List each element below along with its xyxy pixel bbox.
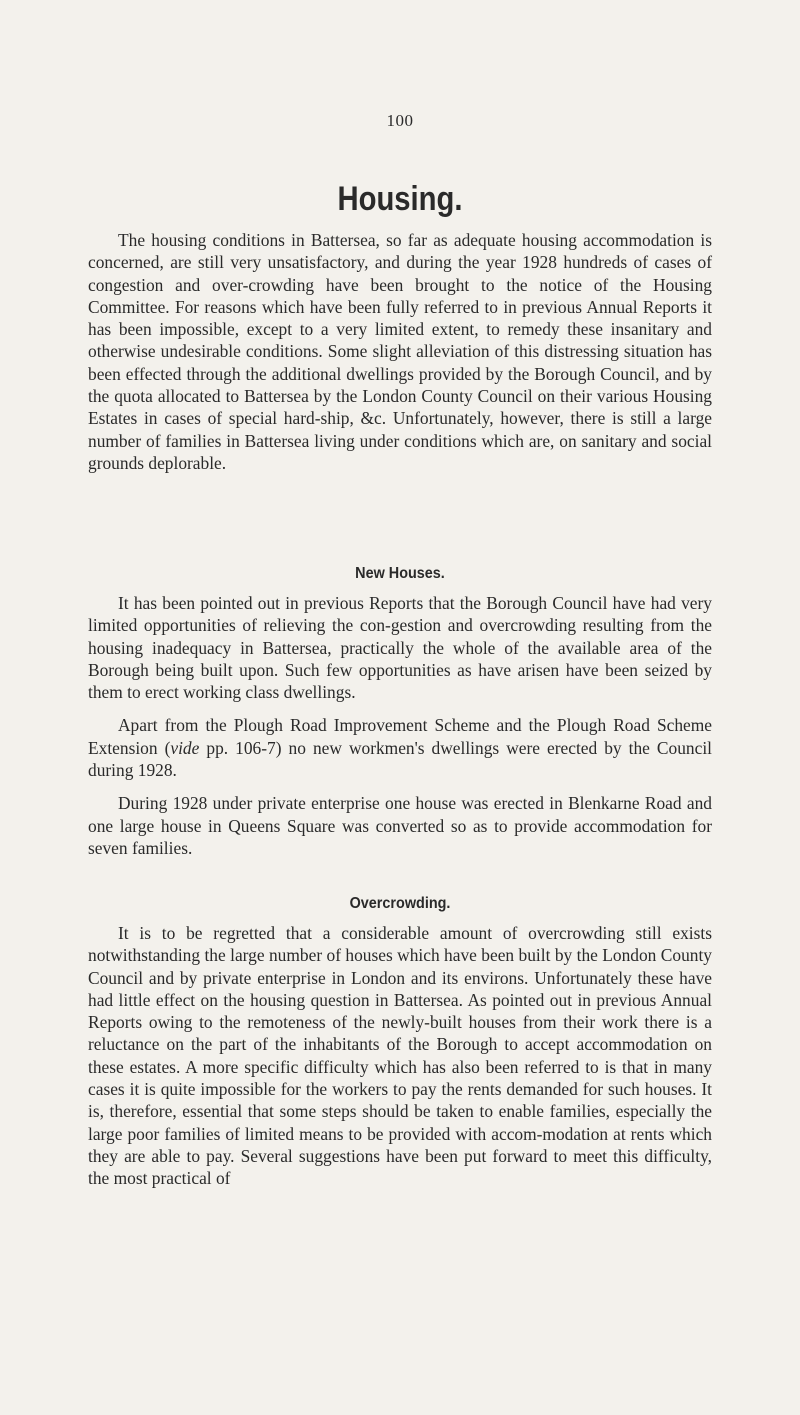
- new-houses-paragraph-1: It has been pointed out in previous Reports that the Borough Council have had very limited opportunities of relieving the con-gestion and overcrowding resulting from the housing inadequacy in Battersea, practically the whole of the available area of the Borough being built upon. Such few opportunities as have arisen have been seized by them to erect working class dwellings.: [88, 593, 712, 703]
- overcrowding-section: [88, 895, 712, 1190]
- paragraph-text: Apart from the Plough Road Improvement Scheme and the Plough Road Scheme Extension (: [88, 715, 712, 758]
- intro-section: [88, 229, 712, 474]
- overcrowding-paragraph-1: It is to be regretted that a considerable amount of overcrowding still exists notwithstanding the large number of houses which have been built by the London County Council and by private enterprise in London and its environs. Unfortunately these have had little effect on the housing question in Battersea. As pointed out in previous Annual Reports owing to the remoteness of the newly-built houses from their work there is a reluctance on the part of the inhabitants of the Borough to accept accommodation on these estates. A more specific difficulty which has also been referred to is that in many cases it is quite impossible for the workers to pay the rents demanded for such houses. It is, therefore, essential that some steps should be taken to enable families, especially the large poor families of limited means to be provided with accom-modation at rents which they are able to pay. Several suggestions have been put forward to meet this difficulty, the most practical of: [88, 923, 712, 1189]
- page-number: 100: [386, 111, 414, 130]
- overcrowding-heading: Overcrowding.: [349, 895, 451, 912]
- new-houses-section: [88, 565, 712, 859]
- new-houses-heading: New Houses.: [355, 565, 445, 582]
- page-title: Housing.: [337, 180, 463, 218]
- new-houses-paragraph-2: [88, 714, 712, 781]
- paragraph-text: pp. 106-7) no new workmen's dwellings were erected by the Council during 1928.: [88, 737, 712, 781]
- new-houses-paragraph-3: During 1928 under private enterprise one house was erected in Blenkarne Road and one large house in Queens Square was converted so as to provide accommodation for seven families.: [88, 793, 712, 858]
- vide-reference: vide: [170, 737, 200, 758]
- intro-paragraph: The housing conditions in Battersea, so far as adequate housing accommodation is concerned, are still very unsatisfactory, and during the year 1928 hundreds of cases of congestion and over-crowding have been brought to the notice of the Housing Committee. For reasons which have been fully referred to in previous Annual Reports it has been impossible, except to a very limited extent, to remedy these insanitary and otherwise undesirable conditions. Some slight alleviation of this distressing situation has been effected through the additional dwellings provided by the Borough Council, and by the quota allocated to Battersea by the London County Council on their various Housing Estates in cases of special hard-ship, &c. Unfortunately, however, there is still a large number of families in Battersea living under conditions which are, on sanitary and social grounds deplorable.: [88, 230, 712, 473]
